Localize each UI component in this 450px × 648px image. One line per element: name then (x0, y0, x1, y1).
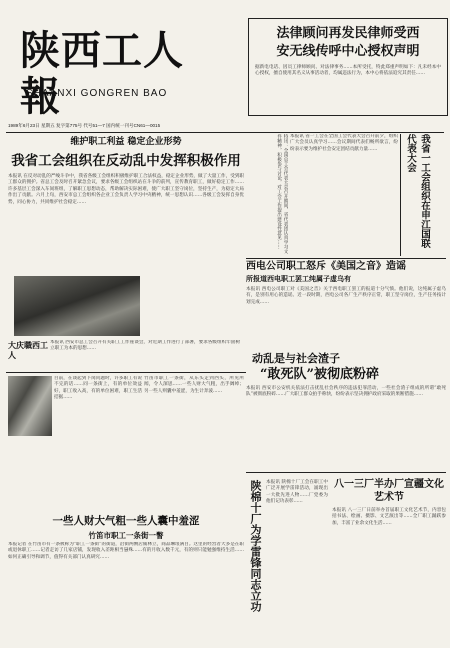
bottom-right-headline: 八一三厂半办厂宣疆文化艺术节 (334, 479, 444, 503)
bottom-left-subhead: 竹笛市职工一条街一瞥 (88, 531, 164, 540)
photo-caption-headline: 大庆職西工人 (8, 340, 48, 360)
west-headline: 西电公司职工怒斥《美国之音》造谣 (246, 261, 406, 272)
bottom-middle-body: 本报讯 陕棉十厂工会在职工中广泛开展学雷锋活动，涌现出一大批先进人物……厂党委为他们记功表彰…… (266, 480, 328, 505)
bottom-left-second: 竹笛市职工一条街，从东头走到西头，所见所闻，令人深思……一些人财大气粗，出手阔绰；另一些人则囊中羞涩，为生计奔波…… (144, 376, 244, 394)
masthead-title: 陕西工人報 (20, 27, 184, 120)
middle-vertical-column: 特讯：全国总工会代表大会召开期间，省代表团认真学习文件精神，积极参与讨论，对工会工作提出建设性意见…… (276, 134, 288, 254)
west-article (246, 260, 446, 352)
west-body: 本报讯 西电公司职工对《美国之音》关于西电职工罢工的报道十分气愤。他们说，这纯属子虚乌有，是别有用心的造谣。近一段时期，西电公司各厂生产秩序正常，职工坚守岗位，生产任务按计划完成…… (246, 287, 446, 305)
photo-caption: 本报讯 西安市总工会召开有关职工工作座谈会，对近期工作进行了部署，要求各级组织牢固树立职工为本的思想…… (50, 340, 240, 352)
masthead-pinyin: SHAANXI GONGREN BAO (26, 88, 168, 99)
photo (14, 276, 140, 336)
main-headline: 我省工会组织在反动乱中发挥积极作用 (11, 153, 241, 169)
sanfei-article (246, 352, 446, 472)
sanfei-headline: 动乱是与社会渣子 (252, 352, 340, 365)
right-column-headline: 我省一工会组织在申江国联代表大会 (405, 134, 430, 248)
right-column-box (400, 134, 446, 256)
top-right-headline-2: 安无线传呼中心授权声明 (276, 44, 420, 59)
bottom-left-intro: 目前，在谈起到下岗问题时，许多职工有说不完的话……同一条街上，有的单位效益好，职工收入高，有的单位困难，职工生活拮据…… (54, 376, 142, 401)
bottom-middle (248, 476, 330, 644)
bottom-right (332, 476, 446, 644)
info-line: 1989年6月23日 星期五 复字第775号 代号51—7 国内统一刊号CN61—0015 (8, 123, 161, 128)
bottom-right-body: 本报讯 八一三厂日前举办首届职工文化艺术节，内容包括书法、绘画、摄影、文艺演出等……全厂职工踊跃参加，丰富了业余文化生活…… (332, 508, 446, 526)
masthead (8, 18, 213, 122)
bottom-left-photo (8, 376, 52, 436)
top-right-body: 据新电电话、因员工律师顾问、对法律事务……本所受托，特此郑重声明如下：凡未经本中心授权，擅自使用其名义从事活动者，均属违法行为，本中心将依法追究其责任…… (255, 65, 441, 77)
bottom-middle-headline: 陕棉十厂为学雷锋同志立功 (249, 480, 262, 612)
right-column-body: 本报讯 省一工会在全国工会代表大会召开前夕，组织广大会员认真学习……会议期间代表们畅所欲言，纷纷表示要为维护社会安定团结贡献力量…… (290, 134, 398, 152)
bottom-left-headline: 一些人财大气粗一些人囊中羞涩 (52, 515, 200, 527)
sanfei-headline-2: “敢死队”被彻底粉碎 (260, 367, 379, 382)
top-right-headline-1: 法律顾问再发民律师受西 (276, 26, 420, 41)
sanfei-body: 本报讯 西安市公安机关依法打击扰乱社会秩序的违法犯罪活动，一些社会渣子组成的所谓“敢死队”被彻底粉碎……广大职工群众拍手称快，纷纷表示坚决拥护政府采取的果断措施…… (246, 386, 446, 398)
west-subhead: 所报道西电职工罢工纯属子虚乌有 (246, 274, 351, 283)
bottom-left-body: 本报记者 在竹笛市有一条被称为“职工一条街”的街道，沿街两侧店铺林立，商品琳琅满目。这里的经营者大多是在职或退休职工……记者走访了几家店铺，发现收入差距相当悬殊……有的月收入数千元，有的则只能勉强维持生活……如何正确引导和调节，值得有关部门认真研究…… (8, 542, 244, 560)
main-kicker: 维护职工利益 稳定企业形势 (70, 137, 182, 147)
main-body: 本报讯 在反对动乱的严峻斗争中，我省各级工会组织积极维护职工合法权益，稳定企业形势，做了大量工作，受到职工群众的拥护。省总工会及时召开紧急会议，要求各级工会组织站在斗争的前列，宣传教育职工，做好稳定工作……许多基层工会深入车间班组，了解职工思想动态，帮助解决实际困难，使广大职工坚守岗位，坚持生产，为稳定大局作出了贡献。六月上旬，西安市总工会组织各企业工会负责人学习中央精神，统一思想认识……各级工会发挥自身优势，同心协力，共同维护社会稳定…… (8, 174, 244, 205)
top-right-box (248, 18, 448, 116)
